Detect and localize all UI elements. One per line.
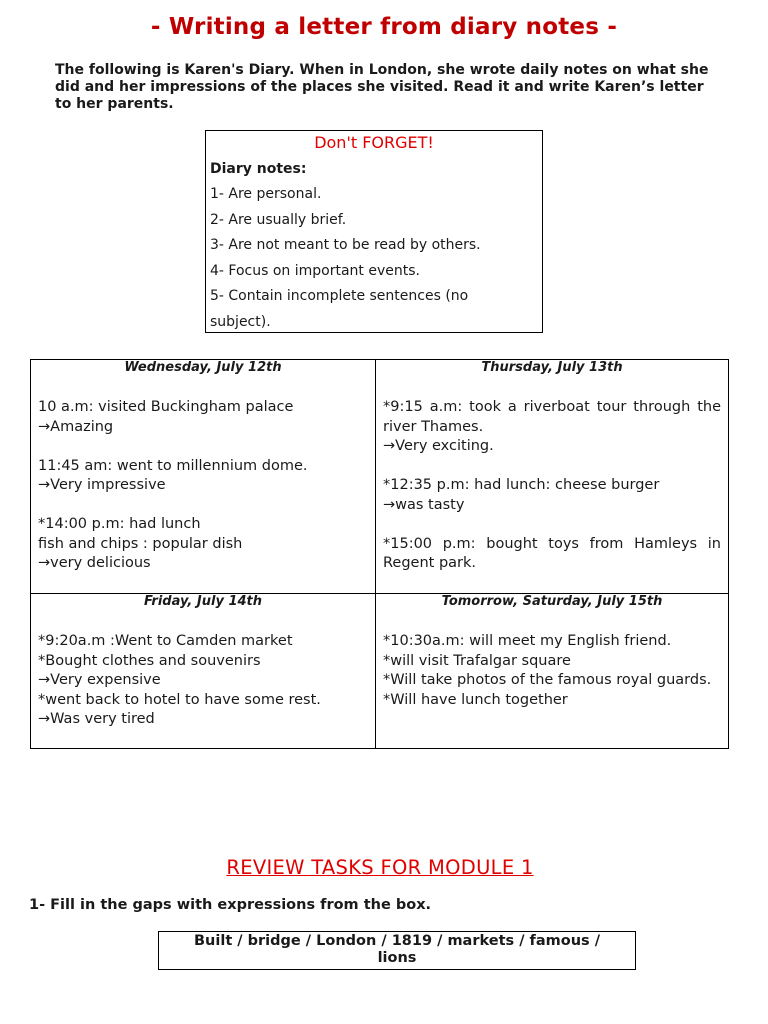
diary-line: *Bought clothes and souvenirs xyxy=(38,652,261,669)
diary-cell-saturday xyxy=(376,594,728,748)
diary-line: 10 a.m: visited Buckingham palace xyxy=(38,399,294,415)
diary-line: fish and chips : popular dish xyxy=(38,535,243,552)
diary-line: *9:15 a.m: took a riverboat tour through the river Thames. xyxy=(383,399,721,435)
diary-day-heading: Thursday, July 13th xyxy=(481,360,623,375)
diary-line: *10:30a.m: will meet my English friend. xyxy=(383,633,672,649)
word-box: Built / bridge / London / 1819 / markets / famous / lions xyxy=(158,931,636,970)
reminder-item: subject). xyxy=(210,313,271,330)
diary-day-heading: Tomorrow, Saturday, July 15th xyxy=(441,594,663,609)
diary-day-heading: Friday, July 14th xyxy=(143,594,263,609)
diary-line: *9:20a.m :Went to Camden market xyxy=(38,633,293,649)
intro-paragraph: The following is Karen's Diary. When in London, she wrote daily notes on what she did and her impressions of the places she visited. Read it and write Karen’s letter to her parents. xyxy=(55,62,709,112)
diary-line: *Will take photos of the famous royal guards. xyxy=(383,672,712,688)
diary-line: *14:00 p.m: had lunch xyxy=(38,516,201,532)
diary-line: *went back to hotel to have some rest. xyxy=(38,691,321,708)
task-instruction: 1- Fill in the gaps with expressions from the box. xyxy=(29,897,432,913)
diary-line: 11:45 am: went to millennium dome. xyxy=(38,457,308,474)
diary-line: →Very exciting. xyxy=(383,438,494,454)
reminder-item: 1- Are personal. xyxy=(210,186,322,202)
reminder-item: 2- Are usually brief. xyxy=(210,211,347,228)
page-title: - Writing a letter from diary notes - xyxy=(150,14,618,40)
reminder-item: 5- Contain incomplete sentences (no xyxy=(210,288,469,304)
reminder-subheading: Diary notes: xyxy=(210,161,307,177)
diary-table xyxy=(30,359,729,749)
diary-line: →very delicious xyxy=(38,555,151,571)
reminder-heading: Don't FORGET! xyxy=(314,133,434,152)
diary-line: *Will have lunch together xyxy=(383,691,568,708)
diary-cell-wednesday xyxy=(31,360,376,594)
review-heading: REVIEW TASKS FOR MODULE 1 xyxy=(226,856,534,879)
diary-line: *will visit Trafalgar square xyxy=(383,652,571,669)
diary-line: →was tasty xyxy=(383,496,465,513)
diary-line: →Amazing xyxy=(38,418,114,435)
diary-line: →Very impressive xyxy=(38,477,166,493)
reminder-item: 4- Focus on important events. xyxy=(210,262,420,279)
diary-cell-friday xyxy=(31,594,376,748)
diary-line: *12:35 p.m: had lunch: cheese burger xyxy=(383,477,660,493)
diary-day-heading: Wednesday, July 12th xyxy=(124,360,282,375)
diary-line: *15:00 p.m: bought toys from Hamleys in Regent park. xyxy=(383,535,721,571)
reminder-box xyxy=(205,130,543,333)
reminder-item: 3- Are not meant to be read by others. xyxy=(210,237,481,253)
diary-line: →Was very tired xyxy=(38,711,155,727)
diary-cell-thursday xyxy=(376,360,728,594)
diary-line: →Very expensive xyxy=(38,672,161,688)
